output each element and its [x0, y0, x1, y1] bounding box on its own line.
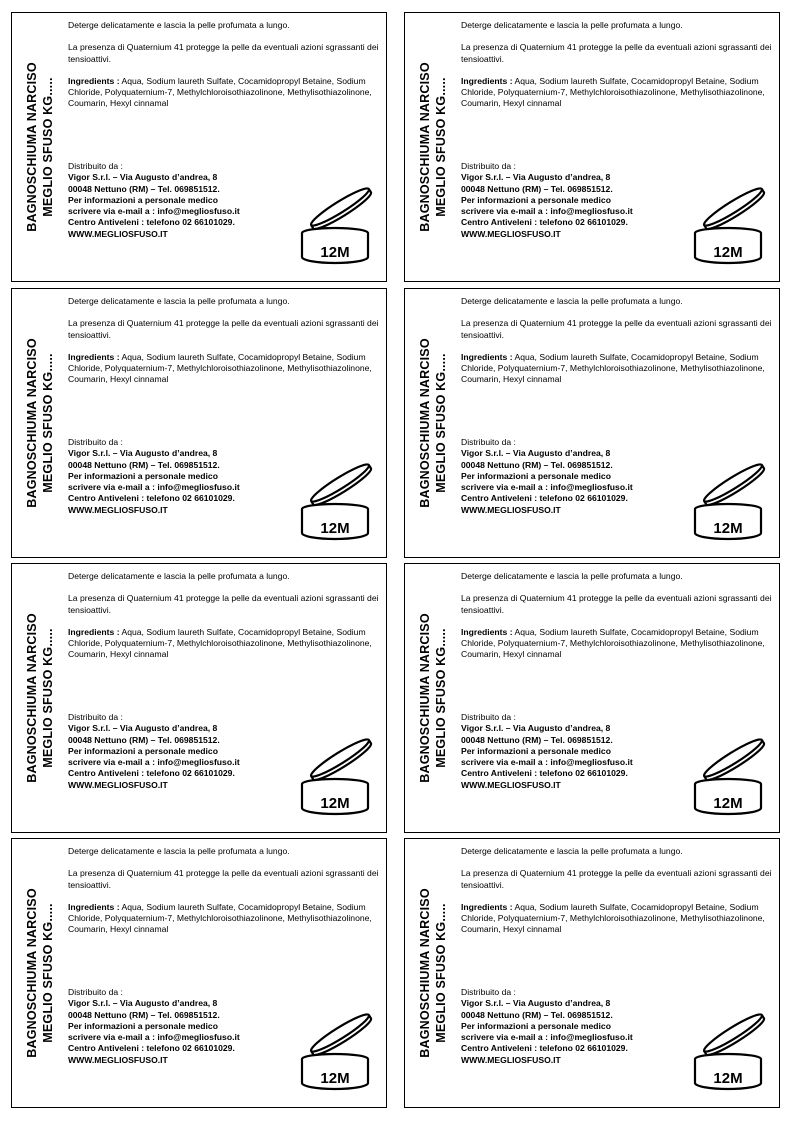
description-text: Deterge delicatamente e lascia la pelle profumata a lungo. — [68, 20, 290, 30]
poison-center-line: Centro Antiveleni : telefono 02 66101029. — [68, 493, 235, 504]
email-line: scrivere via e-mail a : info@megliosfuso.it — [461, 206, 633, 217]
pao-period-text: 12M — [320, 1070, 350, 1087]
poison-center-line: Centro Antiveleni : telefono 02 66101029. — [68, 217, 235, 228]
address-line: 00048 Nettuno (RM) – Tel. 069851512. — [461, 1009, 613, 1020]
claim-text: La presenza di Quaternium 41 protegge la pelle da eventuali azioni sgrassanti dei tensioattivi. — [68, 42, 379, 64]
distributed-by-label: Distribuito da : — [461, 712, 516, 722]
label-content — [68, 846, 380, 936]
company-line: Vigor S.r.l. – Via Augusto d’andrea, 8 — [461, 723, 611, 734]
medical-info-line: Per informazioni a personale medico — [68, 745, 218, 756]
product-title-line2: MEGLIO SFUSO KG..... — [41, 628, 55, 768]
medical-info-line: Per informazioni a personale medico — [68, 194, 218, 205]
ingredients-block — [461, 76, 773, 110]
ingredients-label: Ingredients : — [461, 351, 513, 362]
open-jar-icon — [691, 1003, 773, 1093]
medical-info-line: Per informazioni a personale medico — [68, 1020, 218, 1031]
product-label-5 — [11, 563, 387, 833]
website-line: WWW.MEGLIOSFUSO.IT — [461, 228, 561, 239]
claim-text: La presenza di Quaternium 41 protegge la pelle da eventuali azioni sgrassanti dei tensioattivi. — [68, 868, 379, 890]
address-line: 00048 Nettuno (RM) – Tel. 069851512. — [461, 183, 613, 194]
product-title-line2: MEGLIO SFUSO KG..... — [41, 77, 55, 217]
label-content — [461, 20, 773, 110]
ingredients-text: Aqua, Sodium laureth Sulfate, Cocamidopropyl Betaine, Sodium Chloride, Polyquaternium-7, Methylchloroisothiazolinone, Methylisothiazolinone, Coumarin, Hexyl cinnamal — [461, 351, 765, 385]
distributor-block — [68, 161, 308, 240]
ingredients-text: Aqua, Sodium laureth Sulfate, Cocamidopropyl Betaine, Sodium Chloride, Polyquaternium-7, Methylchloroisothiazolinone, Methylisothiazolinone, Coumarin, Hexyl cinnamal — [461, 626, 765, 660]
label-content — [68, 571, 380, 661]
ingredients-block — [68, 352, 380, 386]
company-line: Vigor S.r.l. – Via Augusto d’andrea, 8 — [68, 723, 218, 734]
pao-period-text: 12M — [320, 520, 350, 537]
description-text: Deterge delicatamente e lascia la pelle profumata a lungo. — [68, 571, 290, 581]
company-line: Vigor S.r.l. – Via Augusto d’andrea, 8 — [461, 998, 611, 1009]
distributor-block — [68, 987, 308, 1066]
medical-info-line: Per informazioni a personale medico — [461, 470, 611, 481]
email-line: scrivere via e-mail a : info@megliosfuso.it — [461, 757, 633, 768]
ingredients-text: Aqua, Sodium laureth Sulfate, Cocamidopropyl Betaine, Sodium Chloride, Polyquaternium-7, Methylchloroisothiazolinone, Methylisothiazolinone, Coumarin, Hexyl cinnamal — [68, 901, 372, 935]
description-text: Deterge delicatamente e lascia la pelle profumata a lungo. — [68, 296, 290, 306]
product-label-4 — [404, 288, 780, 558]
ingredients-text: Aqua, Sodium laureth Sulfate, Cocamidopropyl Betaine, Sodium Chloride, Polyquaternium-7, Methylchloroisothiazolinone, Methylisothiazolinone, Coumarin, Hexyl cinnamal — [68, 351, 372, 385]
claim-text: La presenza di Quaternium 41 protegge la pelle da eventuali azioni sgrassanti dei tensioattivi. — [461, 593, 772, 615]
medical-info-line: Per informazioni a personale medico — [68, 470, 218, 481]
ingredients-label: Ingredients : — [68, 901, 120, 912]
ingredients-block — [461, 902, 773, 936]
company-line: Vigor S.r.l. – Via Augusto d’andrea, 8 — [68, 172, 218, 183]
description-text: Deterge delicatamente e lascia la pelle profumata a lungo. — [461, 571, 683, 581]
medical-info-line: Per informazioni a personale medico — [461, 194, 611, 205]
website-line: WWW.MEGLIOSFUSO.IT — [461, 504, 561, 515]
ingredients-text: Aqua, Sodium laureth Sulfate, Cocamidopropyl Betaine, Sodium Chloride, Polyquaternium-7, Methylchloroisothiazolinone, Methylisothiazolinone, Coumarin, Hexyl cinnamal — [461, 75, 765, 109]
distributor-block — [68, 437, 308, 516]
product-label-7 — [11, 838, 387, 1108]
description-text: Deterge delicatamente e lascia la pelle profumata a lungo. — [461, 296, 683, 306]
company-line: Vigor S.r.l. – Via Augusto d’andrea, 8 — [461, 448, 611, 459]
claim-text: La presenza di Quaternium 41 protegge la pelle da eventuali azioni sgrassanti dei tensioattivi. — [461, 868, 772, 890]
poison-center-line: Centro Antiveleni : telefono 02 66101029. — [68, 768, 235, 779]
ingredients-text: Aqua, Sodium laureth Sulfate, Cocamidopropyl Betaine, Sodium Chloride, Polyquaternium-7, Methylchloroisothiazolinone, Methylisothiazolinone, Coumarin, Hexyl cinnamal — [68, 75, 372, 109]
ingredients-block — [461, 352, 773, 386]
email-line: scrivere via e-mail a : info@megliosfuso.it — [461, 1032, 633, 1043]
label-content — [461, 846, 773, 936]
product-title-line1: BAGNOSCHIUMA NARCISO — [418, 888, 432, 1058]
ingredients-text: Aqua, Sodium laureth Sulfate, Cocamidopropyl Betaine, Sodium Chloride, Polyquaternium-7, Methylchloroisothiazolinone, Methylisothiazolinone, Coumarin, Hexyl cinnamal — [68, 626, 372, 660]
distributor-block — [68, 712, 308, 791]
product-title — [20, 564, 60, 832]
label-content — [68, 20, 380, 110]
pao-period-text: 12M — [320, 244, 350, 261]
company-line: Vigor S.r.l. – Via Augusto d’andrea, 8 — [68, 998, 218, 1009]
product-title-line1: BAGNOSCHIUMA NARCISO — [418, 62, 432, 232]
ingredients-block — [461, 627, 773, 661]
product-title-line1: BAGNOSCHIUMA NARCISO — [25, 888, 39, 1058]
medical-info-line: Per informazioni a personale medico — [461, 745, 611, 756]
company-line: Vigor S.r.l. – Via Augusto d’andrea, 8 — [461, 172, 611, 183]
website-line: WWW.MEGLIOSFUSO.IT — [68, 504, 168, 515]
product-title-line1: BAGNOSCHIUMA NARCISO — [25, 338, 39, 508]
distributor-block — [461, 712, 701, 791]
website-line: WWW.MEGLIOSFUSO.IT — [68, 228, 168, 239]
email-line: scrivere via e-mail a : info@megliosfuso.it — [68, 206, 240, 217]
product-title — [413, 839, 453, 1107]
distributor-block — [461, 161, 701, 240]
open-jar-icon — [691, 728, 773, 818]
pao-period-text: 12M — [320, 795, 350, 812]
distributed-by-label: Distribuito da : — [461, 987, 516, 997]
distributed-by-label: Distribuito da : — [68, 161, 123, 171]
product-title-line1: BAGNOSCHIUMA NARCISO — [418, 613, 432, 783]
address-line: 00048 Nettuno (RM) – Tel. 069851512. — [461, 734, 613, 745]
product-title — [20, 289, 60, 557]
product-label-6 — [404, 563, 780, 833]
website-line: WWW.MEGLIOSFUSO.IT — [68, 779, 168, 790]
product-title-line1: BAGNOSCHIUMA NARCISO — [25, 62, 39, 232]
product-title — [20, 13, 60, 281]
ingredients-label: Ingredients : — [68, 75, 120, 86]
product-title — [413, 289, 453, 557]
poison-center-line: Centro Antiveleni : telefono 02 66101029. — [461, 768, 628, 779]
pao-period-text: 12M — [713, 520, 743, 537]
poison-center-line: Centro Antiveleni : telefono 02 66101029. — [68, 1043, 235, 1054]
ingredients-label: Ingredients : — [68, 626, 120, 637]
ingredients-block — [68, 76, 380, 110]
open-jar-icon — [298, 728, 380, 818]
product-title-line2: MEGLIO SFUSO KG..... — [434, 353, 448, 493]
email-line: scrivere via e-mail a : info@megliosfuso.it — [68, 1032, 240, 1043]
distributed-by-label: Distribuito da : — [68, 712, 123, 722]
company-line: Vigor S.r.l. – Via Augusto d’andrea, 8 — [68, 448, 218, 459]
product-title-line2: MEGLIO SFUSO KG..... — [434, 77, 448, 217]
product-title-line2: MEGLIO SFUSO KG..... — [434, 903, 448, 1043]
product-title-line1: BAGNOSCHIUMA NARCISO — [25, 613, 39, 783]
email-line: scrivere via e-mail a : info@megliosfuso.it — [68, 482, 240, 493]
distributor-block — [461, 987, 701, 1066]
pao-period-text: 12M — [713, 1070, 743, 1087]
ingredients-label: Ingredients : — [461, 626, 513, 637]
ingredients-block — [68, 902, 380, 936]
distributed-by-label: Distribuito da : — [68, 987, 123, 997]
product-title-line2: MEGLIO SFUSO KG..... — [434, 628, 448, 768]
address-line: 00048 Nettuno (RM) – Tel. 069851512. — [68, 183, 220, 194]
distributed-by-label: Distribuito da : — [68, 437, 123, 447]
website-line: WWW.MEGLIOSFUSO.IT — [68, 1054, 168, 1065]
open-jar-icon — [298, 177, 380, 267]
claim-text: La presenza di Quaternium 41 protegge la pelle da eventuali azioni sgrassanti dei tensioattivi. — [68, 593, 379, 615]
claim-text: La presenza di Quaternium 41 protegge la pelle da eventuali azioni sgrassanti dei tensioattivi. — [461, 318, 772, 340]
description-text: Deterge delicatamente e lascia la pelle profumata a lungo. — [461, 20, 683, 30]
poison-center-line: Centro Antiveleni : telefono 02 66101029. — [461, 217, 628, 228]
ingredients-text: Aqua, Sodium laureth Sulfate, Cocamidopropyl Betaine, Sodium Chloride, Polyquaternium-7, Methylchloroisothiazolinone, Methylisothiazolinone, Coumarin, Hexyl cinnamal — [461, 901, 765, 935]
open-jar-icon — [298, 453, 380, 543]
claim-text: La presenza di Quaternium 41 protegge la pelle da eventuali azioni sgrassanti dei tensioattivi. — [68, 318, 379, 340]
medical-info-line: Per informazioni a personale medico — [461, 1020, 611, 1031]
distributed-by-label: Distribuito da : — [461, 161, 516, 171]
description-text: Deterge delicatamente e lascia la pelle profumata a lungo. — [68, 846, 290, 856]
email-line: scrivere via e-mail a : info@megliosfuso.it — [461, 482, 633, 493]
ingredients-label: Ingredients : — [461, 75, 513, 86]
website-line: WWW.MEGLIOSFUSO.IT — [461, 1054, 561, 1065]
product-title — [413, 564, 453, 832]
product-title-line2: MEGLIO SFUSO KG..... — [41, 353, 55, 493]
product-title-line2: MEGLIO SFUSO KG..... — [41, 903, 55, 1043]
product-label-3 — [11, 288, 387, 558]
product-label-1 — [11, 12, 387, 282]
distributor-block — [461, 437, 701, 516]
distributed-by-label: Distribuito da : — [461, 437, 516, 447]
description-text: Deterge delicatamente e lascia la pelle profumata a lungo. — [461, 846, 683, 856]
poison-center-line: Centro Antiveleni : telefono 02 66101029. — [461, 493, 628, 504]
open-jar-icon — [691, 177, 773, 267]
website-line: WWW.MEGLIOSFUSO.IT — [461, 779, 561, 790]
label-content — [461, 296, 773, 386]
product-title — [20, 839, 60, 1107]
pao-period-text: 12M — [713, 795, 743, 812]
open-jar-icon — [298, 1003, 380, 1093]
poison-center-line: Centro Antiveleni : telefono 02 66101029. — [461, 1043, 628, 1054]
label-content — [461, 571, 773, 661]
ingredients-label: Ingredients : — [461, 901, 513, 912]
address-line: 00048 Nettuno (RM) – Tel. 069851512. — [461, 459, 613, 470]
pao-period-text: 12M — [713, 244, 743, 261]
open-jar-icon — [691, 453, 773, 543]
product-label-8 — [404, 838, 780, 1108]
product-title — [413, 13, 453, 281]
ingredients-label: Ingredients : — [68, 351, 120, 362]
address-line: 00048 Nettuno (RM) – Tel. 069851512. — [68, 734, 220, 745]
product-title-line1: BAGNOSCHIUMA NARCISO — [418, 338, 432, 508]
claim-text: La presenza di Quaternium 41 protegge la pelle da eventuali azioni sgrassanti dei tensioattivi. — [461, 42, 772, 64]
address-line: 00048 Nettuno (RM) – Tel. 069851512. — [68, 1009, 220, 1020]
email-line: scrivere via e-mail a : info@megliosfuso.it — [68, 757, 240, 768]
product-label-2 — [404, 12, 780, 282]
label-content — [68, 296, 380, 386]
ingredients-block — [68, 627, 380, 661]
address-line: 00048 Nettuno (RM) – Tel. 069851512. — [68, 459, 220, 470]
